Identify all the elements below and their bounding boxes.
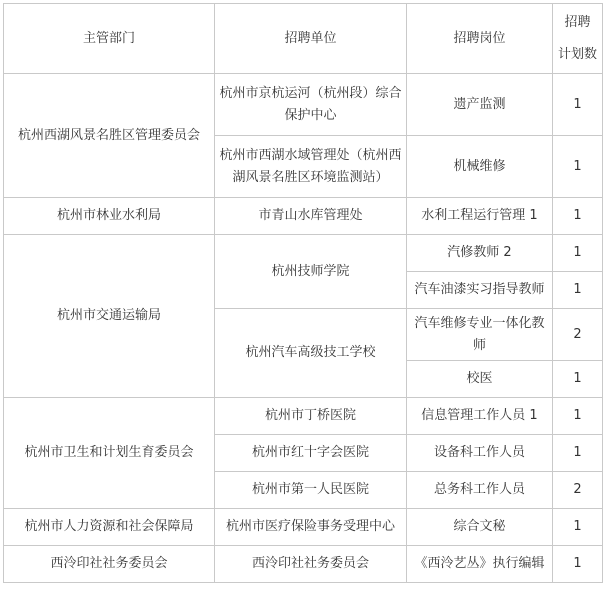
count-cell: 1 [553, 74, 603, 136]
count-cell: 2 [553, 472, 603, 509]
table-row [4, 546, 603, 583]
table-row [4, 509, 603, 546]
header-post: 招聘岗位 [407, 4, 553, 74]
post-cell: 综合文秘 [407, 509, 553, 546]
table-row [4, 235, 603, 272]
unit-cell: 杭州市第一人民医院 [215, 472, 407, 509]
unit-cell: 杭州技师学院 [215, 235, 407, 309]
post-cell: 遗产监测 [407, 74, 553, 136]
unit-cell: 杭州市西湖水域管理处（杭州西湖风景名胜区环境监测站） [215, 136, 407, 198]
dept-cell: 杭州市卫生和计划生育委员会 [4, 398, 215, 509]
post-cell: 汽车油漆实习指导教师 [407, 272, 553, 309]
table-header-row [4, 4, 603, 74]
count-cell: 1 [553, 398, 603, 435]
header-count-line2: 计划数 [557, 46, 597, 62]
count-cell: 1 [553, 198, 603, 235]
recruitment-table-container [3, 3, 603, 583]
count-cell: 1 [553, 235, 603, 272]
unit-cell: 西泠印社社务委员会 [215, 546, 407, 583]
post-cell: 总务科工作人员 [407, 472, 553, 509]
count-cell: 1 [553, 509, 603, 546]
post-cell: 设备科工作人员 [407, 435, 553, 472]
post-cell: 《西泠艺丛》执行编辑 [407, 546, 553, 583]
post-cell: 信息管理工作人员 1 [407, 398, 553, 435]
unit-cell: 杭州市京杭运河（杭州段）综合保护中心 [215, 74, 407, 136]
post-cell: 机械维修 [407, 136, 553, 198]
count-cell: 1 [553, 546, 603, 583]
unit-cell: 杭州市红十字会医院 [215, 435, 407, 472]
unit-cell: 杭州市丁桥医院 [215, 398, 407, 435]
header-count [553, 4, 603, 74]
post-cell: 汽修教师 2 [407, 235, 553, 272]
dept-cell: 西泠印社社务委员会 [4, 546, 215, 583]
dept-cell: 杭州市人力资源和社会保障局 [4, 509, 215, 546]
table-row [4, 198, 603, 235]
unit-cell: 杭州汽车高级技工学校 [215, 309, 407, 398]
unit-cell: 市青山水库管理处 [215, 198, 407, 235]
count-cell: 1 [553, 361, 603, 398]
dept-cell: 杭州市交通运输局 [4, 235, 215, 398]
table-row [4, 74, 603, 136]
header-count-line1: 招聘 [564, 14, 591, 30]
dept-cell: 杭州西湖风景名胜区管理委员会 [4, 74, 215, 198]
count-cell: 2 [553, 309, 603, 361]
unit-cell: 杭州市医疗保险事务受理中心 [215, 509, 407, 546]
dept-cell: 杭州市林业水利局 [4, 198, 215, 235]
count-cell: 1 [553, 136, 603, 198]
table-row [4, 398, 603, 435]
post-cell: 校医 [407, 361, 553, 398]
count-cell: 1 [553, 272, 603, 309]
post-cell: 汽车维修专业一体化教师 [407, 309, 553, 361]
post-cell: 水利工程运行管理 1 [407, 198, 553, 235]
recruitment-table [3, 3, 603, 583]
table-body [4, 74, 603, 583]
header-unit: 招聘单位 [215, 4, 407, 74]
header-dept: 主管部门 [4, 4, 215, 74]
count-cell: 1 [553, 435, 603, 472]
